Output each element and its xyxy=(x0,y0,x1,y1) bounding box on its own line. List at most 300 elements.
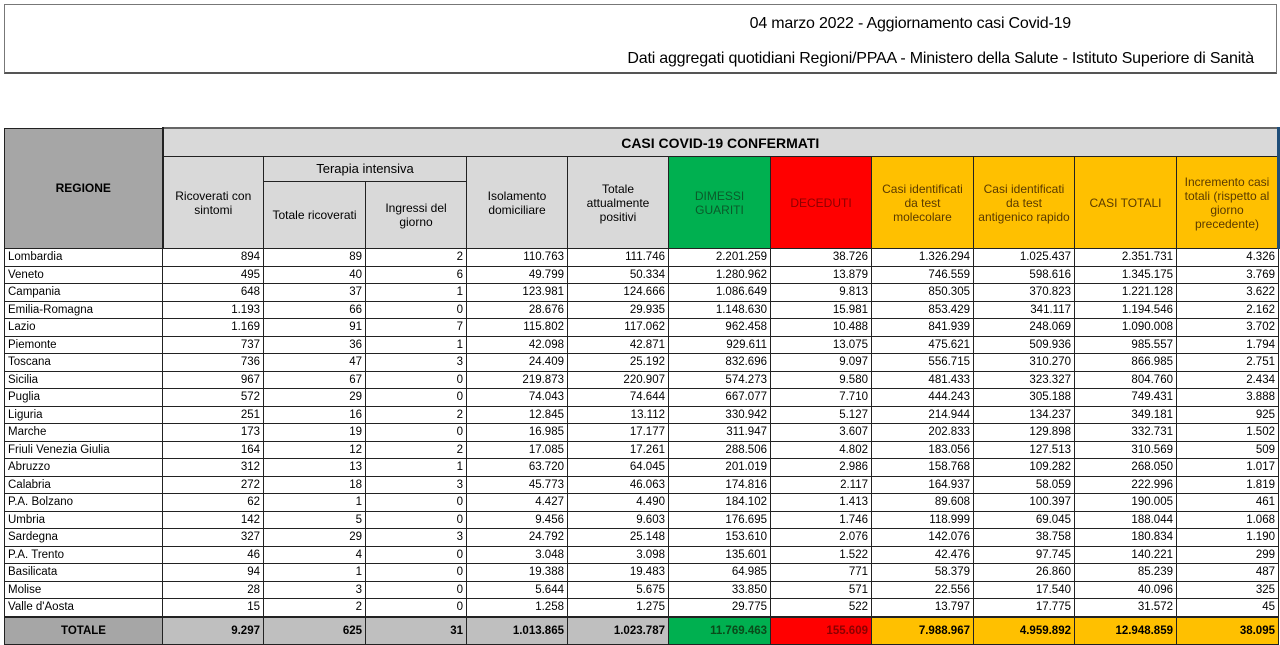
cell-molecolare: 118.999 xyxy=(872,511,974,529)
cell-totale-positivi: 124.666 xyxy=(568,284,669,302)
cell-dimessi: 174.816 xyxy=(669,476,771,494)
cell-ti-totale: 29 xyxy=(264,389,366,407)
cell-casi-totali: 804.760 xyxy=(1075,371,1177,389)
cell-ricoverati: 312 xyxy=(163,459,264,477)
cell-ti-totale: 3 xyxy=(264,581,366,599)
cell-antigenico: 509.936 xyxy=(974,336,1075,354)
cell-isolamento: 24.792 xyxy=(467,529,568,547)
cell-regione: Sicilia xyxy=(5,371,163,389)
cell-casi-totali: 1.221.128 xyxy=(1075,284,1177,302)
cell-ti-ingressi: 0 xyxy=(366,546,467,564)
cell-antigenico: 17.540 xyxy=(974,581,1075,599)
cell-casi-totali: 2.351.731 xyxy=(1075,249,1177,267)
cell-regione: Toscana xyxy=(5,354,163,372)
table-row xyxy=(5,476,1279,494)
cell-dimessi: 201.019 xyxy=(669,459,771,477)
cell-ti-totale: 29 xyxy=(264,529,366,547)
cell-molecolare: 853.429 xyxy=(872,301,974,319)
total-ti-ingressi: 31 xyxy=(366,617,467,645)
cell-ti-ingressi: 1 xyxy=(366,459,467,477)
cell-regione: Sardegna xyxy=(5,529,163,547)
cell-molecolare: 158.768 xyxy=(872,459,974,477)
cell-casi-totali: 749.431 xyxy=(1075,389,1177,407)
column-header-incremento: Incremento casi totali (rispetto al giorno precedente) xyxy=(1177,157,1279,249)
cell-ti-totale: 37 xyxy=(264,284,366,302)
cell-ti-totale: 12 xyxy=(264,441,366,459)
table-row xyxy=(5,564,1279,582)
cell-totale-positivi: 5.675 xyxy=(568,581,669,599)
cell-ti-totale: 13 xyxy=(264,459,366,477)
cell-ti-totale: 1 xyxy=(264,564,366,582)
cell-totale-positivi: 74.644 xyxy=(568,389,669,407)
table-row xyxy=(5,546,1279,564)
cell-totale-positivi: 64.045 xyxy=(568,459,669,477)
cell-ricoverati: 62 xyxy=(163,494,264,512)
total-casi-totali: 12.948.859 xyxy=(1075,617,1177,645)
cell-regione: P.A. Bolzano xyxy=(5,494,163,512)
cell-molecolare: 142.076 xyxy=(872,529,974,547)
cell-molecolare: 42.476 xyxy=(872,546,974,564)
cell-molecolare: 475.621 xyxy=(872,336,974,354)
cell-regione: Umbria xyxy=(5,511,163,529)
cell-incremento: 299 xyxy=(1177,546,1279,564)
cell-deceduti: 2.076 xyxy=(771,529,872,547)
cell-casi-totali: 349.181 xyxy=(1075,406,1177,424)
cell-ricoverati: 327 xyxy=(163,529,264,547)
cell-ti-totale: 67 xyxy=(264,371,366,389)
cell-ti-ingressi: 3 xyxy=(366,476,467,494)
cell-totale-positivi: 117.062 xyxy=(568,319,669,337)
cell-totale-positivi: 9.603 xyxy=(568,511,669,529)
cell-ti-totale: 19 xyxy=(264,424,366,442)
table-row xyxy=(5,266,1279,284)
cell-dimessi: 29.775 xyxy=(669,599,771,617)
total-isolamento: 1.013.865 xyxy=(467,617,568,645)
cell-casi-totali: 268.050 xyxy=(1075,459,1177,477)
cell-casi-totali: 40.096 xyxy=(1075,581,1177,599)
cell-antigenico: 1.025.437 xyxy=(974,249,1075,267)
cell-isolamento: 74.043 xyxy=(467,389,568,407)
cell-casi-totali: 85.239 xyxy=(1075,564,1177,582)
total-molecolare: 7.988.967 xyxy=(872,617,974,645)
cell-casi-totali: 985.557 xyxy=(1075,336,1177,354)
cell-antigenico: 17.775 xyxy=(974,599,1075,617)
cell-regione: P.A. Trento xyxy=(5,546,163,564)
cell-molecolare: 164.937 xyxy=(872,476,974,494)
cell-totale-positivi: 42.871 xyxy=(568,336,669,354)
cell-totale-positivi: 111.746 xyxy=(568,249,669,267)
cell-isolamento: 49.799 xyxy=(467,266,568,284)
cell-deceduti: 9.813 xyxy=(771,284,872,302)
cell-antigenico: 598.616 xyxy=(974,266,1075,284)
cell-incremento: 461 xyxy=(1177,494,1279,512)
cell-ti-ingressi: 0 xyxy=(366,599,467,617)
total-regione: TOTALE xyxy=(5,617,163,645)
cell-ricoverati: 1.169 xyxy=(163,319,264,337)
cell-deceduti: 38.726 xyxy=(771,249,872,267)
table-row xyxy=(5,424,1279,442)
cell-totale-positivi: 29.935 xyxy=(568,301,669,319)
cell-incremento: 3.888 xyxy=(1177,389,1279,407)
cell-deceduti: 522 xyxy=(771,599,872,617)
cell-isolamento: 28.676 xyxy=(467,301,568,319)
cell-ti-totale: 47 xyxy=(264,354,366,372)
cell-ti-ingressi: 3 xyxy=(366,529,467,547)
cell-totale-positivi: 17.177 xyxy=(568,424,669,442)
group-header-casi-confermati: CASI COVID-19 CONFERMATI xyxy=(163,128,1279,157)
cell-molecolare: 746.559 xyxy=(872,266,974,284)
cell-molecolare: 183.056 xyxy=(872,441,974,459)
cell-regione: Veneto xyxy=(5,266,163,284)
cell-casi-totali: 1.090.008 xyxy=(1075,319,1177,337)
covid-cases-table xyxy=(4,127,1280,645)
cell-dimessi: 667.077 xyxy=(669,389,771,407)
cell-incremento: 2.751 xyxy=(1177,354,1279,372)
cell-incremento: 4.326 xyxy=(1177,249,1279,267)
cell-deceduti: 7.710 xyxy=(771,389,872,407)
cell-dimessi: 574.273 xyxy=(669,371,771,389)
total-dimessi: 11.769.463 xyxy=(669,617,771,645)
cell-isolamento: 115.802 xyxy=(467,319,568,337)
cell-molecolare: 850.305 xyxy=(872,284,974,302)
cell-casi-totali: 188.044 xyxy=(1075,511,1177,529)
cell-antigenico: 100.397 xyxy=(974,494,1075,512)
cell-ti-ingressi: 1 xyxy=(366,284,467,302)
cell-totale-positivi: 17.261 xyxy=(568,441,669,459)
cell-casi-totali: 140.221 xyxy=(1075,546,1177,564)
cell-ti-ingressi: 2 xyxy=(366,406,467,424)
column-header-ti-totale: Totale ricoverati xyxy=(264,182,366,249)
total-deceduti: 155.609 xyxy=(771,617,872,645)
cell-isolamento: 16.985 xyxy=(467,424,568,442)
cell-deceduti: 13.075 xyxy=(771,336,872,354)
cell-isolamento: 3.048 xyxy=(467,546,568,564)
cell-isolamento: 63.720 xyxy=(467,459,568,477)
column-header-regione: REGIONE xyxy=(5,128,163,249)
cell-casi-totali: 31.572 xyxy=(1075,599,1177,617)
cell-incremento: 45 xyxy=(1177,599,1279,617)
cell-ti-totale: 4 xyxy=(264,546,366,564)
cell-deceduti: 2.986 xyxy=(771,459,872,477)
cell-antigenico: 127.513 xyxy=(974,441,1075,459)
cell-incremento: 2.434 xyxy=(1177,371,1279,389)
cell-dimessi: 311.947 xyxy=(669,424,771,442)
column-header-deceduti: DECEDUTI xyxy=(771,157,872,249)
cell-incremento: 3.702 xyxy=(1177,319,1279,337)
column-header-antigenico: Casi identificati da test antigenico rapido xyxy=(974,157,1075,249)
cell-deceduti: 15.981 xyxy=(771,301,872,319)
cell-regione: Marche xyxy=(5,424,163,442)
cell-ti-ingressi: 2 xyxy=(366,441,467,459)
cell-ricoverati: 15 xyxy=(163,599,264,617)
cell-molecolare: 58.379 xyxy=(872,564,974,582)
cell-ricoverati: 648 xyxy=(163,284,264,302)
report-title: 04 marzo 2022 - Aggiornamento casi Covid-19 xyxy=(749,15,1071,32)
cell-antigenico: 38.758 xyxy=(974,529,1075,547)
cell-isolamento: 123.981 xyxy=(467,284,568,302)
cell-ricoverati: 967 xyxy=(163,371,264,389)
cell-incremento: 1.819 xyxy=(1177,476,1279,494)
cell-dimessi: 832.696 xyxy=(669,354,771,372)
column-header-dimessi-guariti: DIMESSI GUARITI xyxy=(669,157,771,249)
column-header-totale-positivi: Totale attualmente positivi xyxy=(568,157,669,249)
cell-ti-totale: 16 xyxy=(264,406,366,424)
cell-deceduti: 771 xyxy=(771,564,872,582)
cell-deceduti: 9.097 xyxy=(771,354,872,372)
cell-antigenico: 310.270 xyxy=(974,354,1075,372)
cell-molecolare: 22.556 xyxy=(872,581,974,599)
cell-ti-ingressi: 1 xyxy=(366,336,467,354)
table-row xyxy=(5,371,1279,389)
cell-ti-totale: 89 xyxy=(264,249,366,267)
cell-totale-positivi: 46.063 xyxy=(568,476,669,494)
cell-molecolare: 13.797 xyxy=(872,599,974,617)
cell-regione: Lazio xyxy=(5,319,163,337)
table-body xyxy=(5,249,1279,645)
cell-isolamento: 5.644 xyxy=(467,581,568,599)
cell-dimessi: 330.942 xyxy=(669,406,771,424)
cell-isolamento: 1.258 xyxy=(467,599,568,617)
column-header-isolamento: Isolamento domiciliare xyxy=(467,157,568,249)
cell-ti-ingressi: 0 xyxy=(366,371,467,389)
table-row xyxy=(5,494,1279,512)
cell-ti-totale: 5 xyxy=(264,511,366,529)
cell-isolamento: 45.773 xyxy=(467,476,568,494)
cell-regione: Basilicata xyxy=(5,564,163,582)
column-header-ti-ingressi: Ingressi del giorno xyxy=(366,182,467,249)
cell-ti-totale: 18 xyxy=(264,476,366,494)
cell-dimessi: 1.280.962 xyxy=(669,266,771,284)
cell-ti-ingressi: 6 xyxy=(366,266,467,284)
cell-molecolare: 1.326.294 xyxy=(872,249,974,267)
cell-totale-positivi: 25.148 xyxy=(568,529,669,547)
cell-isolamento: 110.763 xyxy=(467,249,568,267)
column-header-ricoverati: Ricoverati con sintomi xyxy=(163,157,264,249)
cell-regione: Lombardia xyxy=(5,249,163,267)
cell-ricoverati: 173 xyxy=(163,424,264,442)
cell-isolamento: 9.456 xyxy=(467,511,568,529)
table-row xyxy=(5,459,1279,477)
cell-ti-ingressi: 0 xyxy=(366,424,467,442)
cell-totale-positivi: 4.490 xyxy=(568,494,669,512)
cell-molecolare: 841.939 xyxy=(872,319,974,337)
cell-regione: Puglia xyxy=(5,389,163,407)
cell-deceduti: 571 xyxy=(771,581,872,599)
table-row xyxy=(5,301,1279,319)
cell-deceduti: 5.127 xyxy=(771,406,872,424)
cell-regione: Valle d'Aosta xyxy=(5,599,163,617)
cell-regione: Calabria xyxy=(5,476,163,494)
cell-incremento: 3.622 xyxy=(1177,284,1279,302)
table-row xyxy=(5,406,1279,424)
cell-ti-ingressi: 0 xyxy=(366,494,467,512)
cell-incremento: 325 xyxy=(1177,581,1279,599)
cell-isolamento: 19.388 xyxy=(467,564,568,582)
cell-deceduti: 1.413 xyxy=(771,494,872,512)
cell-totale-positivi: 220.907 xyxy=(568,371,669,389)
cell-regione: Friuli Venezia Giulia xyxy=(5,441,163,459)
cell-antigenico: 134.237 xyxy=(974,406,1075,424)
cell-antigenico: 97.745 xyxy=(974,546,1075,564)
cell-antigenico: 370.823 xyxy=(974,284,1075,302)
cell-deceduti: 10.488 xyxy=(771,319,872,337)
column-header-molecolare: Casi identificati da test molecolare xyxy=(872,157,974,249)
cell-regione: Campania xyxy=(5,284,163,302)
cell-ricoverati: 495 xyxy=(163,266,264,284)
cell-molecolare: 89.608 xyxy=(872,494,974,512)
cell-dimessi: 184.102 xyxy=(669,494,771,512)
cell-incremento: 1.068 xyxy=(1177,511,1279,529)
table-row xyxy=(5,319,1279,337)
cell-molecolare: 214.944 xyxy=(872,406,974,424)
cell-dimessi: 2.201.259 xyxy=(669,249,771,267)
cell-ricoverati: 94 xyxy=(163,564,264,582)
cell-deceduti: 1.746 xyxy=(771,511,872,529)
cell-isolamento: 12.845 xyxy=(467,406,568,424)
table-row xyxy=(5,511,1279,529)
report-header xyxy=(4,4,1277,74)
total-incremento: 38.095 xyxy=(1177,617,1279,645)
cell-regione: Piemonte xyxy=(5,336,163,354)
cell-isolamento: 219.873 xyxy=(467,371,568,389)
total-totale-positivi: 1.023.787 xyxy=(568,617,669,645)
cell-ti-totale: 91 xyxy=(264,319,366,337)
cell-antigenico: 129.898 xyxy=(974,424,1075,442)
cell-deceduti: 4.802 xyxy=(771,441,872,459)
table-row xyxy=(5,441,1279,459)
cell-deceduti: 13.879 xyxy=(771,266,872,284)
cell-casi-totali: 866.985 xyxy=(1075,354,1177,372)
cell-casi-totali: 180.834 xyxy=(1075,529,1177,547)
table-row xyxy=(5,581,1279,599)
cell-totale-positivi: 19.483 xyxy=(568,564,669,582)
cell-totale-positivi: 3.098 xyxy=(568,546,669,564)
cell-deceduti: 2.117 xyxy=(771,476,872,494)
cell-ti-ingressi: 0 xyxy=(366,511,467,529)
cell-ricoverati: 1.193 xyxy=(163,301,264,319)
cell-dimessi: 33.850 xyxy=(669,581,771,599)
cell-antigenico: 26.860 xyxy=(974,564,1075,582)
cell-ti-totale: 36 xyxy=(264,336,366,354)
cell-ricoverati: 164 xyxy=(163,441,264,459)
cell-ricoverati: 894 xyxy=(163,249,264,267)
cell-incremento: 509 xyxy=(1177,441,1279,459)
cell-ti-totale: 2 xyxy=(264,599,366,617)
cell-ricoverati: 46 xyxy=(163,546,264,564)
cell-dimessi: 1.148.630 xyxy=(669,301,771,319)
cell-ricoverati: 272 xyxy=(163,476,264,494)
cell-incremento: 1.502 xyxy=(1177,424,1279,442)
cell-isolamento: 42.098 xyxy=(467,336,568,354)
cell-ti-totale: 40 xyxy=(264,266,366,284)
cell-casi-totali: 310.569 xyxy=(1075,441,1177,459)
table-row xyxy=(5,529,1279,547)
cell-ricoverati: 736 xyxy=(163,354,264,372)
cell-dimessi: 64.985 xyxy=(669,564,771,582)
cell-ricoverati: 737 xyxy=(163,336,264,354)
cell-dimessi: 1.086.649 xyxy=(669,284,771,302)
cell-ti-ingressi: 0 xyxy=(366,389,467,407)
cell-dimessi: 153.610 xyxy=(669,529,771,547)
cell-ti-ingressi: 0 xyxy=(366,581,467,599)
cell-totale-positivi: 1.275 xyxy=(568,599,669,617)
cell-dimessi: 176.695 xyxy=(669,511,771,529)
cell-molecolare: 556.715 xyxy=(872,354,974,372)
cell-ti-ingressi: 7 xyxy=(366,319,467,337)
cell-deceduti: 3.607 xyxy=(771,424,872,442)
cell-incremento: 925 xyxy=(1177,406,1279,424)
cell-casi-totali: 1.194.546 xyxy=(1075,301,1177,319)
cell-totale-positivi: 25.192 xyxy=(568,354,669,372)
cell-antigenico: 305.188 xyxy=(974,389,1075,407)
cell-ti-ingressi: 3 xyxy=(366,354,467,372)
total-ricoverati: 9.297 xyxy=(163,617,264,645)
cell-dimessi: 288.506 xyxy=(669,441,771,459)
cell-incremento: 2.162 xyxy=(1177,301,1279,319)
cell-dimessi: 135.601 xyxy=(669,546,771,564)
total-antigenico: 4.959.892 xyxy=(974,617,1075,645)
cell-molecolare: 444.243 xyxy=(872,389,974,407)
cell-casi-totali: 190.005 xyxy=(1075,494,1177,512)
cell-isolamento: 17.085 xyxy=(467,441,568,459)
cell-ricoverati: 572 xyxy=(163,389,264,407)
cell-ricoverati: 251 xyxy=(163,406,264,424)
cell-ricoverati: 28 xyxy=(163,581,264,599)
cell-antigenico: 248.069 xyxy=(974,319,1075,337)
table-row xyxy=(5,336,1279,354)
cell-ti-totale: 1 xyxy=(264,494,366,512)
cell-regione: Liguria xyxy=(5,406,163,424)
column-header-casi-totali: CASI TOTALI xyxy=(1075,157,1177,249)
group-header-terapia-intensiva: Terapia intensiva xyxy=(264,157,467,182)
table-row xyxy=(5,249,1279,267)
cell-totale-positivi: 50.334 xyxy=(568,266,669,284)
cell-antigenico: 109.282 xyxy=(974,459,1075,477)
cell-antigenico: 58.059 xyxy=(974,476,1075,494)
report-subtitle: Dati aggregati quotidiani Regioni/PPAA - Ministero della Salute - Istituto Superiore di Sanità xyxy=(627,50,1254,67)
cell-casi-totali: 1.345.175 xyxy=(1075,266,1177,284)
cell-isolamento: 4.427 xyxy=(467,494,568,512)
cell-antigenico: 341.117 xyxy=(974,301,1075,319)
cell-deceduti: 9.580 xyxy=(771,371,872,389)
cell-incremento: 1.794 xyxy=(1177,336,1279,354)
cell-isolamento: 24.409 xyxy=(467,354,568,372)
cell-incremento: 3.769 xyxy=(1177,266,1279,284)
total-ti-totale: 625 xyxy=(264,617,366,645)
totale-row xyxy=(5,617,1279,645)
cell-ti-ingressi: 2 xyxy=(366,249,467,267)
cell-totale-positivi: 13.112 xyxy=(568,406,669,424)
cell-ti-ingressi: 0 xyxy=(366,301,467,319)
table-row xyxy=(5,599,1279,617)
cell-regione: Emilia-Romagna xyxy=(5,301,163,319)
cell-molecolare: 481.433 xyxy=(872,371,974,389)
cell-regione: Abruzzo xyxy=(5,459,163,477)
cell-ti-totale: 66 xyxy=(264,301,366,319)
cell-incremento: 1.017 xyxy=(1177,459,1279,477)
cell-incremento: 487 xyxy=(1177,564,1279,582)
cell-deceduti: 1.522 xyxy=(771,546,872,564)
table-row xyxy=(5,354,1279,372)
cell-molecolare: 202.833 xyxy=(872,424,974,442)
cell-ti-ingressi: 0 xyxy=(366,564,467,582)
cell-ricoverati: 142 xyxy=(163,511,264,529)
table-row xyxy=(5,284,1279,302)
table-row xyxy=(5,389,1279,407)
cell-casi-totali: 332.731 xyxy=(1075,424,1177,442)
cell-dimessi: 962.458 xyxy=(669,319,771,337)
cell-dimessi: 929.611 xyxy=(669,336,771,354)
